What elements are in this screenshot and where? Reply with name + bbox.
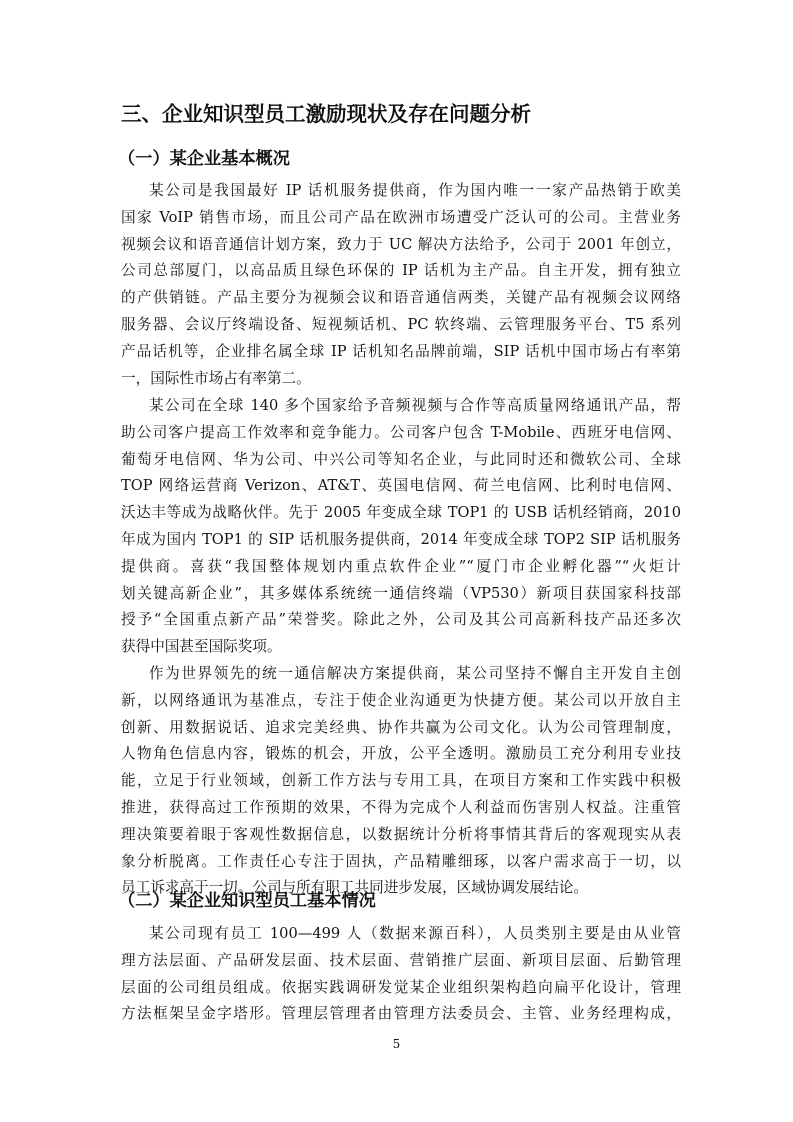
text-line: 某公司现有员工 100—499 人（数据来源百科），人员类别主要是由从业管 [149,925,681,942]
paragraph-staff-situation [121,921,681,1028]
text-line: 方法框架呈金字塔形。管理层管理者由管理方法委员会、主管、业务经理构成， [121,1005,681,1023]
text-line: 推进，获得高过工作预期的效果，不得为完成个人利益而伤害别人权益。注重管 [121,798,681,816]
text-line: 年成为国内 TOP1 的 SIP 话机服务提供商，2014 年变成全球 TOP2 SIP 话机服务 [121,530,681,548]
text-line: 提供商。喜获“我国整体规划内重点软件企业”“厦门市企业孵化器”“火炬计 [121,557,681,575]
text-line: 视频会议和语音通信计划方案，致力于 UC 解决方法给予，公司于 2001 年创立， [121,235,681,253]
text-line: 获得中国甚至国际奖项。 [121,638,282,656]
text-line: 员工诉求高于一切。公司与所有职工共同进步发展，区域协调发展结论。 [121,879,589,897]
text-line: 公司总部厦门，以高品质且绿色环保的 IP 话机为主产品。自主开发，拥有独立 [121,262,681,280]
text-line: 作为世界领先的统一通信解决方案提供商，某公司坚持不懈自主开发自主创 [149,665,681,682]
section-heading-1: （一）某企业基本概况 [118,149,290,169]
text-line: 理方法层面、产品研发层面、技术层面、营销推广层面、新项目层面、后勤管理 [121,951,681,969]
text-line: 某公司在全球 140 多个国家给予音频视频与合作等高质量网络通讯产品，帮 [149,397,681,414]
text-line: 新，以网络通讯为基准点，专注于使企业沟通更为快捷方便。某公司以开放自主 [121,691,681,709]
text-line: 创新、用数据说话、追求完美经典、协作共赢为公司文化。认为公司管理制度， [121,718,681,736]
text-line: 授予“全国重点新产品”荣誉奖。除此之外，公司及其公司高新科技产品还多次 [121,611,681,629]
paragraph-company-overview [121,178,681,392]
text-line: 层面的公司组员组成。依据实践调研发觉某企业组织架构趋向扁平化设计，管理 [121,978,681,996]
text-line: 的产供销链。产品主要分为视频会议和语音通信两类，关键产品有视频会议网络 [121,289,681,307]
text-line: 助公司客户提高工作效率和竞争能力。公司客户包含 T-Mobile、西班牙电信网、 [121,423,681,441]
text-line: 一，国际性市场占有率第二。 [121,369,311,387]
text-line: 产品话机等，企业排名属全球 IP 话机知名品牌前端，SIP 话机中国市场占有率第 [121,342,681,360]
text-line: 某公司是我国最好 IP 话机服务提供商，作为国内唯一一家产品热销于欧美 [149,182,681,199]
text-line: 划关键高新企业”，其多媒体系统统一通信终端（VP530）新项目获国家科技部 [121,584,681,602]
paragraph-company-culture [121,661,681,902]
text-line: 人物角色信息内容，锻炼的机会，开放，公平全透明。激励员工充分利用专业技 [121,745,681,763]
text-line: 国家 VoIP 销售市场，而且公司产品在欧洲市场遭受广泛认可的公司。主营业务 [121,208,681,226]
text-line: 象分析脱离。工作责任心专注于固执，产品精雕细琢，以客户需求高于一切，以 [121,852,681,870]
text-line: 能，立足于行业领域，创新工作方法与专用工具，在项目方案和工作实践中积极 [121,772,681,790]
text-line: TOP 网络运营商 Verizon、AT&T、英国电信网、荷兰电信网、比利时电信网、 [121,477,681,495]
chapter-heading: 三、企业知识型员工激励现状及存在问题分析 [121,102,531,126]
paragraph-customers-partners [121,393,681,661]
section-heading-2: （二）某企业知识型员工基本情况 [118,891,376,911]
text-line: 沃达丰等成为战略伙伴。先于 2005 年变成全球 TOP1 的 USB 话机经销商，2010 [121,504,681,522]
text-line: 理决策要着眼于客观性数据信息，以数据统计分析将事情其背后的客观现实从表 [121,825,681,843]
text-line: 服务器、会议厅终端设备、短视频话机、PC 软终端、云管理服务平台、T5 系列 [121,315,681,333]
text-line: 葡萄牙电信网、华为公司、中兴公司等知名企业，与此同时还和微软公司、全球 [121,450,681,468]
page-number: 5 [392,1037,401,1051]
